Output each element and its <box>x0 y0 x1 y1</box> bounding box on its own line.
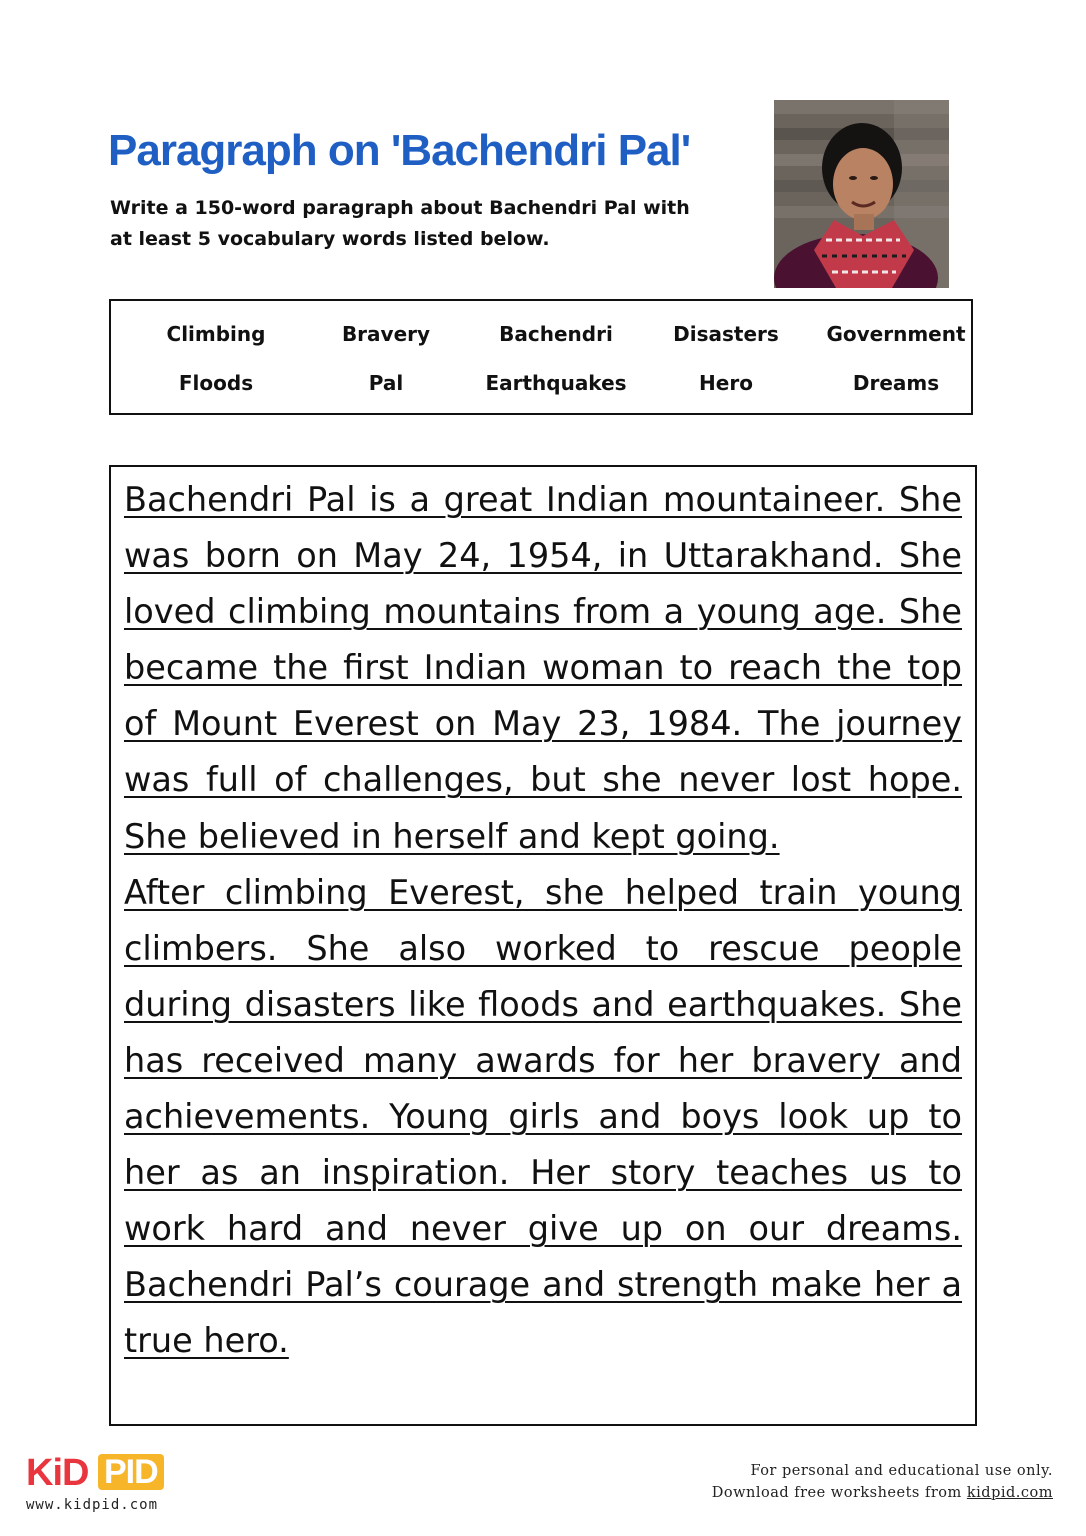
instruction-line-2: at least 5 vocabulary words listed below. <box>110 228 550 250</box>
portrait-photo <box>774 100 949 288</box>
vocab-word: Earthquakes <box>485 371 627 395</box>
essay-paragraph-1: Bachendri Pal is a great Indian mountaineer. She was born on May 24, 1954, in Uttarakhand. She loved climbing mountains from a young age. She became the first Indian woman to reach the top of Mount Everest on May 23, 1984. The journey was full of challenges, but she never lost hope. She believed in herself and kept going. <box>124 480 962 856</box>
vocab-word: Disasters <box>673 322 779 346</box>
kidpid-logo[interactable] <box>26 1452 186 1494</box>
vocab-word: Dreams <box>852 371 940 395</box>
footer-line-2-prefix: Download free worksheets from <box>711 1485 962 1501</box>
essay-text <box>124 472 962 1370</box>
vocab-word: Floods <box>178 371 254 395</box>
instruction-line-1: Write a 150-word paragraph about Bachendri Pal with <box>110 197 690 219</box>
logo-pid-text: PID <box>98 1454 164 1490</box>
vocab-word: Bravery <box>341 322 431 346</box>
instructions <box>110 193 710 255</box>
vocab-word: Hero <box>699 371 753 395</box>
footer-line-1: For personal and educational use only. <box>750 1463 1053 1479</box>
essay-paragraph-2: After climbing Everest, she helped train young climbers. She also worked to rescue people during disasters like floods and earthquakes. She has received many awards for her bravery and achievements. Young girls and boys look up to her as an inspiration. Her story teaches us to work hard and never give up on our dreams. Bachendri Pal’s courage and strength make her a true hero. <box>124 872 962 1361</box>
vocab-word: Pal <box>368 371 404 395</box>
logo-kid-text: KiD <box>26 1452 89 1494</box>
page-title: Paragraph on 'Bachendri Pal' <box>108 126 691 175</box>
essay-box <box>109 465 977 1426</box>
logo-url[interactable]: www.kidpid.com <box>26 1497 159 1513</box>
footer-link[interactable]: kidpid.com <box>966 1485 1053 1501</box>
vocab-word: Government <box>826 322 966 346</box>
vocab-word: Climbing <box>166 322 266 346</box>
footer-note <box>712 1460 1053 1504</box>
vocabulary-box <box>109 299 973 415</box>
footer-line-2 <box>712 1482 1053 1504</box>
vocab-word: Bachendri <box>499 322 613 346</box>
vocabulary-grid <box>131 313 981 411</box>
